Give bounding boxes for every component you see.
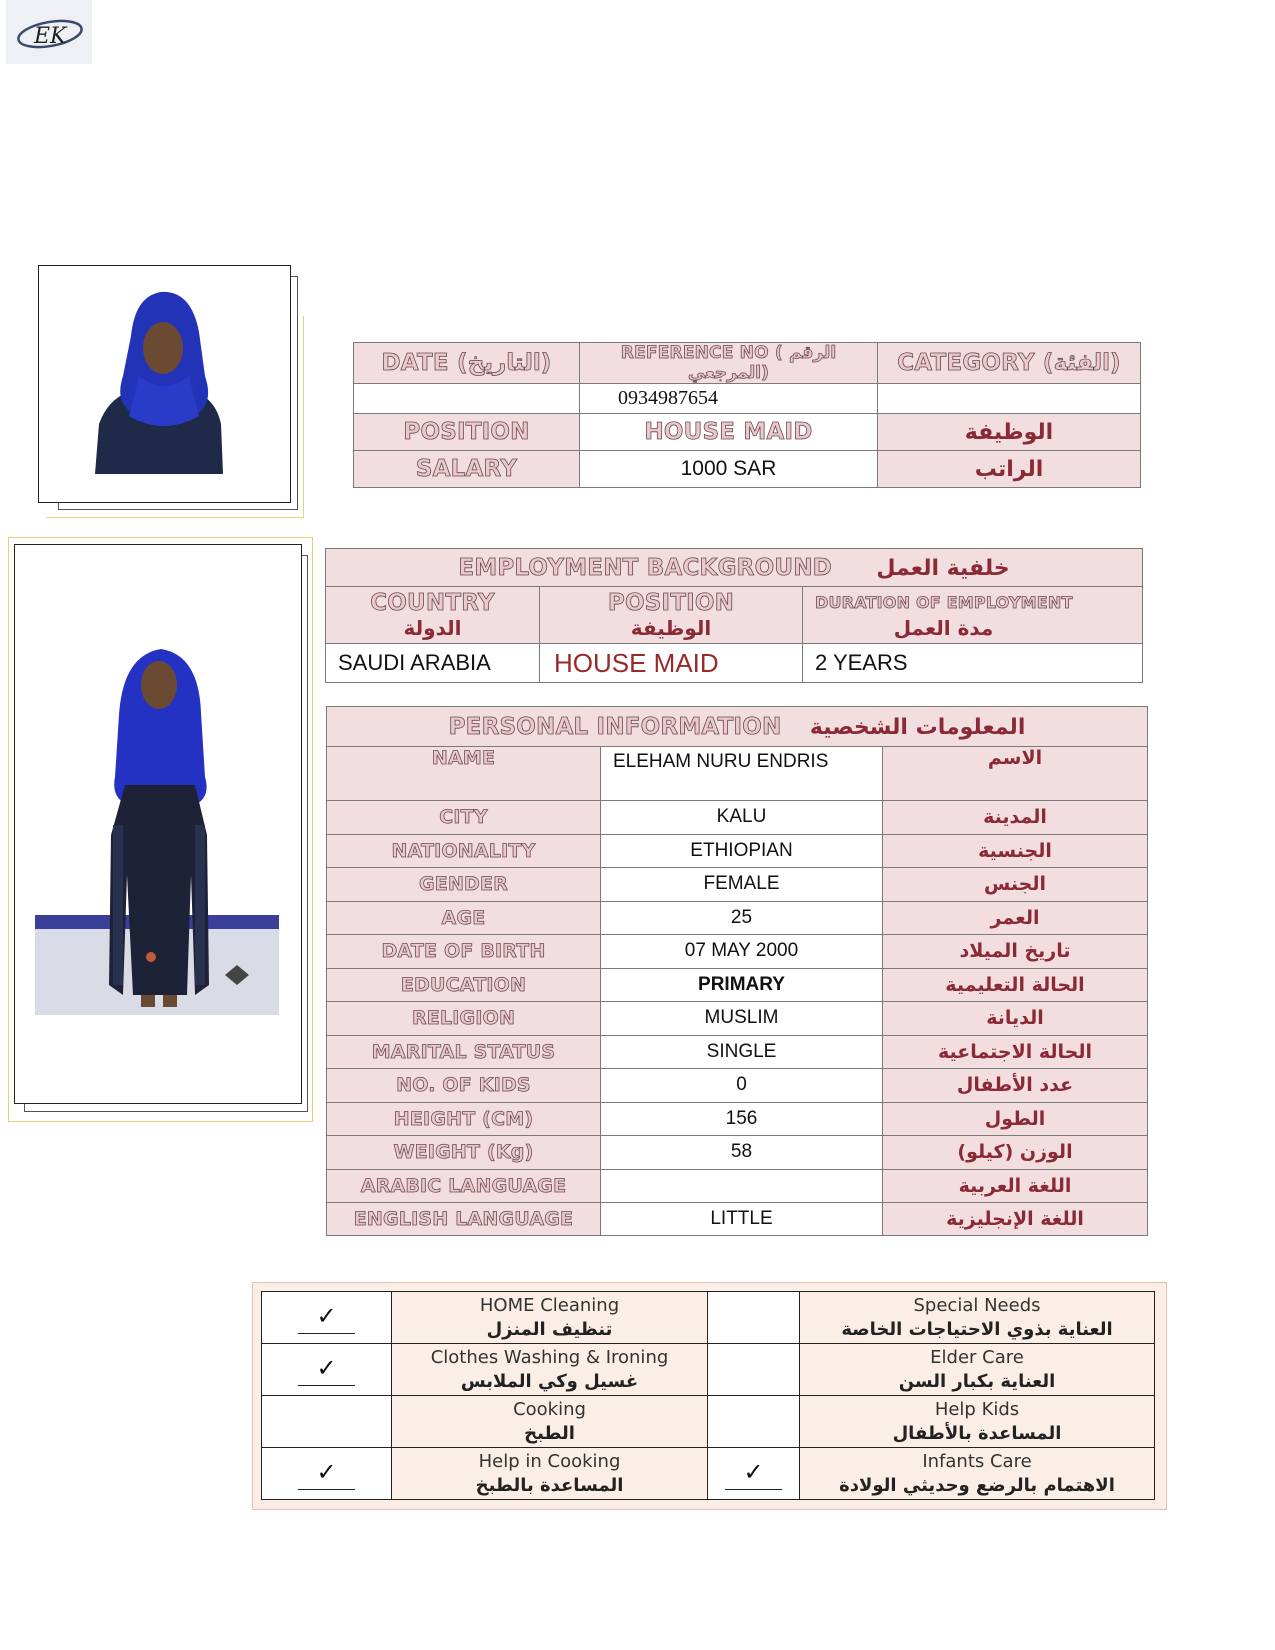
left-skill: [392, 1292, 708, 1344]
country-label: COUNTRY: [370, 590, 495, 616]
right-skill-en: Special Needs: [913, 1294, 1041, 1316]
country-ar: الدولة: [403, 616, 462, 640]
salary-label: SALARY: [354, 451, 580, 488]
personal-label: MARITAL STATUS: [327, 1035, 601, 1069]
right-skill: [800, 1396, 1155, 1448]
personal-value: ETHIOPIAN: [601, 834, 883, 868]
skill-row: [262, 1396, 1155, 1448]
personal-label: GENDER: [327, 868, 601, 902]
personal-ar: الاسم: [883, 747, 1148, 801]
right-skill-en: Infants Care: [922, 1450, 1032, 1472]
personal-title-ar: المعلومات الشخصية: [809, 714, 1026, 740]
left-skill: [392, 1344, 708, 1396]
right-skill: [800, 1344, 1155, 1396]
personal-ar: الجنسية: [883, 834, 1148, 868]
personal-label: CITY: [327, 801, 601, 835]
salary-value: 1000 SAR: [580, 451, 878, 488]
emp-position-header: [540, 587, 803, 644]
employment-title: EMPLOYMENT BACKGROUND: [458, 554, 832, 581]
position-label: POSITION: [354, 414, 580, 451]
personal-label: NO. OF KIDS: [327, 1069, 601, 1103]
personal-label: NAME: [327, 747, 601, 801]
employment-table: [325, 548, 1143, 683]
personal-value: KALU: [601, 801, 883, 835]
company-logo: [6, 0, 92, 64]
portrait-person-icon: [39, 266, 290, 502]
employment-title-row: [326, 549, 1143, 587]
left-skill-ar: الطبخ: [524, 1422, 575, 1444]
personal-ar: عدد الأطفال: [883, 1069, 1148, 1103]
left-skill-ar: تنظيف المنزل: [486, 1318, 613, 1340]
personal-ar: الحالة الاجتماعية: [883, 1035, 1148, 1069]
reference-label: REFERENCE NO ( الرقم المرجعي): [580, 343, 878, 384]
personal-row: [327, 1202, 1148, 1235]
country-value: SAUDI ARABIA: [326, 644, 540, 683]
left-skill-ar: غسيل وكي الملابس: [460, 1370, 639, 1392]
personal-label: HEIGHT (CM): [327, 1102, 601, 1136]
left-skill-en: Cooking: [513, 1398, 586, 1420]
fullbody-person-icon: [15, 545, 301, 1103]
personal-ar: الديانة: [883, 1002, 1148, 1036]
check-icon: ✓: [298, 1458, 354, 1490]
emp-position-value: HOUSE MAID: [540, 644, 803, 683]
personal-row: [327, 868, 1148, 902]
personal-value: 25: [601, 901, 883, 935]
right-skill: [800, 1448, 1155, 1500]
left-skill: [392, 1448, 708, 1500]
skill-row: [262, 1344, 1155, 1396]
personal-label: NATIONALITY: [327, 834, 601, 868]
right-skill-ar: المساعدة بالأطفال: [892, 1422, 1062, 1444]
logo-icon: [6, 0, 92, 64]
portrait-photo: [38, 265, 291, 503]
right-skill-en: Elder Care: [930, 1346, 1024, 1368]
personal-info-table: [326, 706, 1148, 1236]
personal-ar: الوزن (كيلو): [883, 1136, 1148, 1170]
skills-table: [261, 1291, 1155, 1500]
left-skill-en: HOME Cleaning: [479, 1294, 620, 1316]
personal-value: FEMALE: [601, 868, 883, 902]
date-label: DATE (التاريخ): [354, 343, 580, 384]
personal-ar: المدينة: [883, 801, 1148, 835]
right-skill-check: [708, 1344, 800, 1396]
duration-ar: مدة العمل: [893, 616, 994, 640]
personal-value: ELEHAM NURU ENDRIS: [601, 747, 883, 801]
country-header: [326, 587, 540, 644]
personal-row: [327, 747, 1148, 801]
emp-position-label: POSITION: [607, 590, 735, 616]
right-skill-check: [708, 1396, 800, 1448]
personal-label: AGE: [327, 901, 601, 935]
personal-row: [327, 1069, 1148, 1103]
duration-label: DURATION OF EMPLOYMENT: [815, 593, 1073, 612]
personal-row: [327, 1102, 1148, 1136]
personal-ar: العمر: [883, 901, 1148, 935]
duration-value: 2 YEARS: [803, 644, 1143, 683]
check-icon: ✓: [725, 1458, 781, 1490]
personal-title: PERSONAL INFORMATION: [448, 713, 782, 740]
personal-row: [327, 1002, 1148, 1036]
personal-value: MUSLIM: [601, 1002, 883, 1036]
check-icon: ✓: [298, 1354, 354, 1386]
right-skill-ar: العناية بذوي الاحتياجات الخاصة: [841, 1318, 1113, 1340]
left-skill-check: [262, 1292, 392, 1344]
left-skill-ar: المساعدة بالطبخ: [475, 1474, 624, 1496]
personal-row: [327, 935, 1148, 969]
personal-label: WEIGHT (Kg): [327, 1136, 601, 1170]
right-skill-ar: العناية بكبار السن: [898, 1370, 1056, 1392]
right-skill-check: [708, 1448, 800, 1500]
duration-header: [803, 587, 1143, 644]
salary-ar: الراتب: [878, 451, 1141, 488]
left-skill-en: Clothes Washing & Ironing: [430, 1346, 669, 1368]
personal-label: ENGLISH LANGUAGE: [327, 1202, 601, 1235]
personal-value: [601, 1169, 883, 1202]
position-value: HOUSE MAID: [580, 414, 878, 451]
left-skill-en: Help in Cooking: [478, 1450, 621, 1472]
personal-row: [327, 901, 1148, 935]
personal-value: LITTLE: [601, 1202, 883, 1235]
personal-label: DATE OF BIRTH: [327, 935, 601, 969]
personal-row: [327, 1035, 1148, 1069]
skill-row: [262, 1292, 1155, 1344]
date-value: [354, 384, 580, 414]
personal-value: 156: [601, 1102, 883, 1136]
category-label: CATEGORY (الفئة): [878, 343, 1141, 384]
logo-text: EK: [34, 24, 67, 49]
personal-ar: الجنس: [883, 868, 1148, 902]
right-skill-check: [708, 1292, 800, 1344]
left-skill-check: [262, 1396, 392, 1448]
left-skill-check: [262, 1448, 392, 1500]
employment-title-ar: خلفية العمل: [876, 555, 1010, 581]
right-skill-ar: الاهتمام بالرضع وحديثي الولادة: [839, 1474, 1115, 1496]
reference-value: 0934987654: [580, 384, 878, 414]
personal-ar: اللغة الإنجليزية: [883, 1202, 1148, 1235]
personal-value: PRIMARY: [601, 968, 883, 1002]
job-info-table: [353, 342, 1141, 488]
personal-row: [327, 801, 1148, 835]
personal-row: [327, 1136, 1148, 1170]
personal-label: EDUCATION: [327, 968, 601, 1002]
right-skill: [800, 1292, 1155, 1344]
personal-row: [327, 968, 1148, 1002]
emp-position-ar: الوظيفة: [630, 616, 712, 640]
personal-ar: الطول: [883, 1102, 1148, 1136]
left-skill: [392, 1396, 708, 1448]
personal-value: SINGLE: [601, 1035, 883, 1069]
skills-panel: [252, 1282, 1167, 1510]
position-ar: الوظيفة: [878, 414, 1141, 451]
fullbody-photo: [14, 544, 302, 1104]
check-icon: ✓: [298, 1302, 354, 1334]
personal-row: [327, 1169, 1148, 1202]
personal-label: ARABIC LANGUAGE: [327, 1169, 601, 1202]
personal-ar: تاريخ الميلاد: [883, 935, 1148, 969]
personal-ar: اللغة العربية: [883, 1169, 1148, 1202]
left-skill-check: [262, 1344, 392, 1396]
personal-row: [327, 834, 1148, 868]
personal-title-row: [327, 707, 1148, 747]
right-skill-en: Help Kids: [934, 1398, 1020, 1420]
personal-value: 58: [601, 1136, 883, 1170]
skill-row: [262, 1448, 1155, 1500]
personal-label: RELIGION: [327, 1002, 601, 1036]
personal-ar: الحالة التعليمية: [883, 968, 1148, 1002]
category-value: [878, 384, 1141, 414]
personal-value: 0: [601, 1069, 883, 1103]
personal-value: 07 MAY 2000: [601, 935, 883, 969]
